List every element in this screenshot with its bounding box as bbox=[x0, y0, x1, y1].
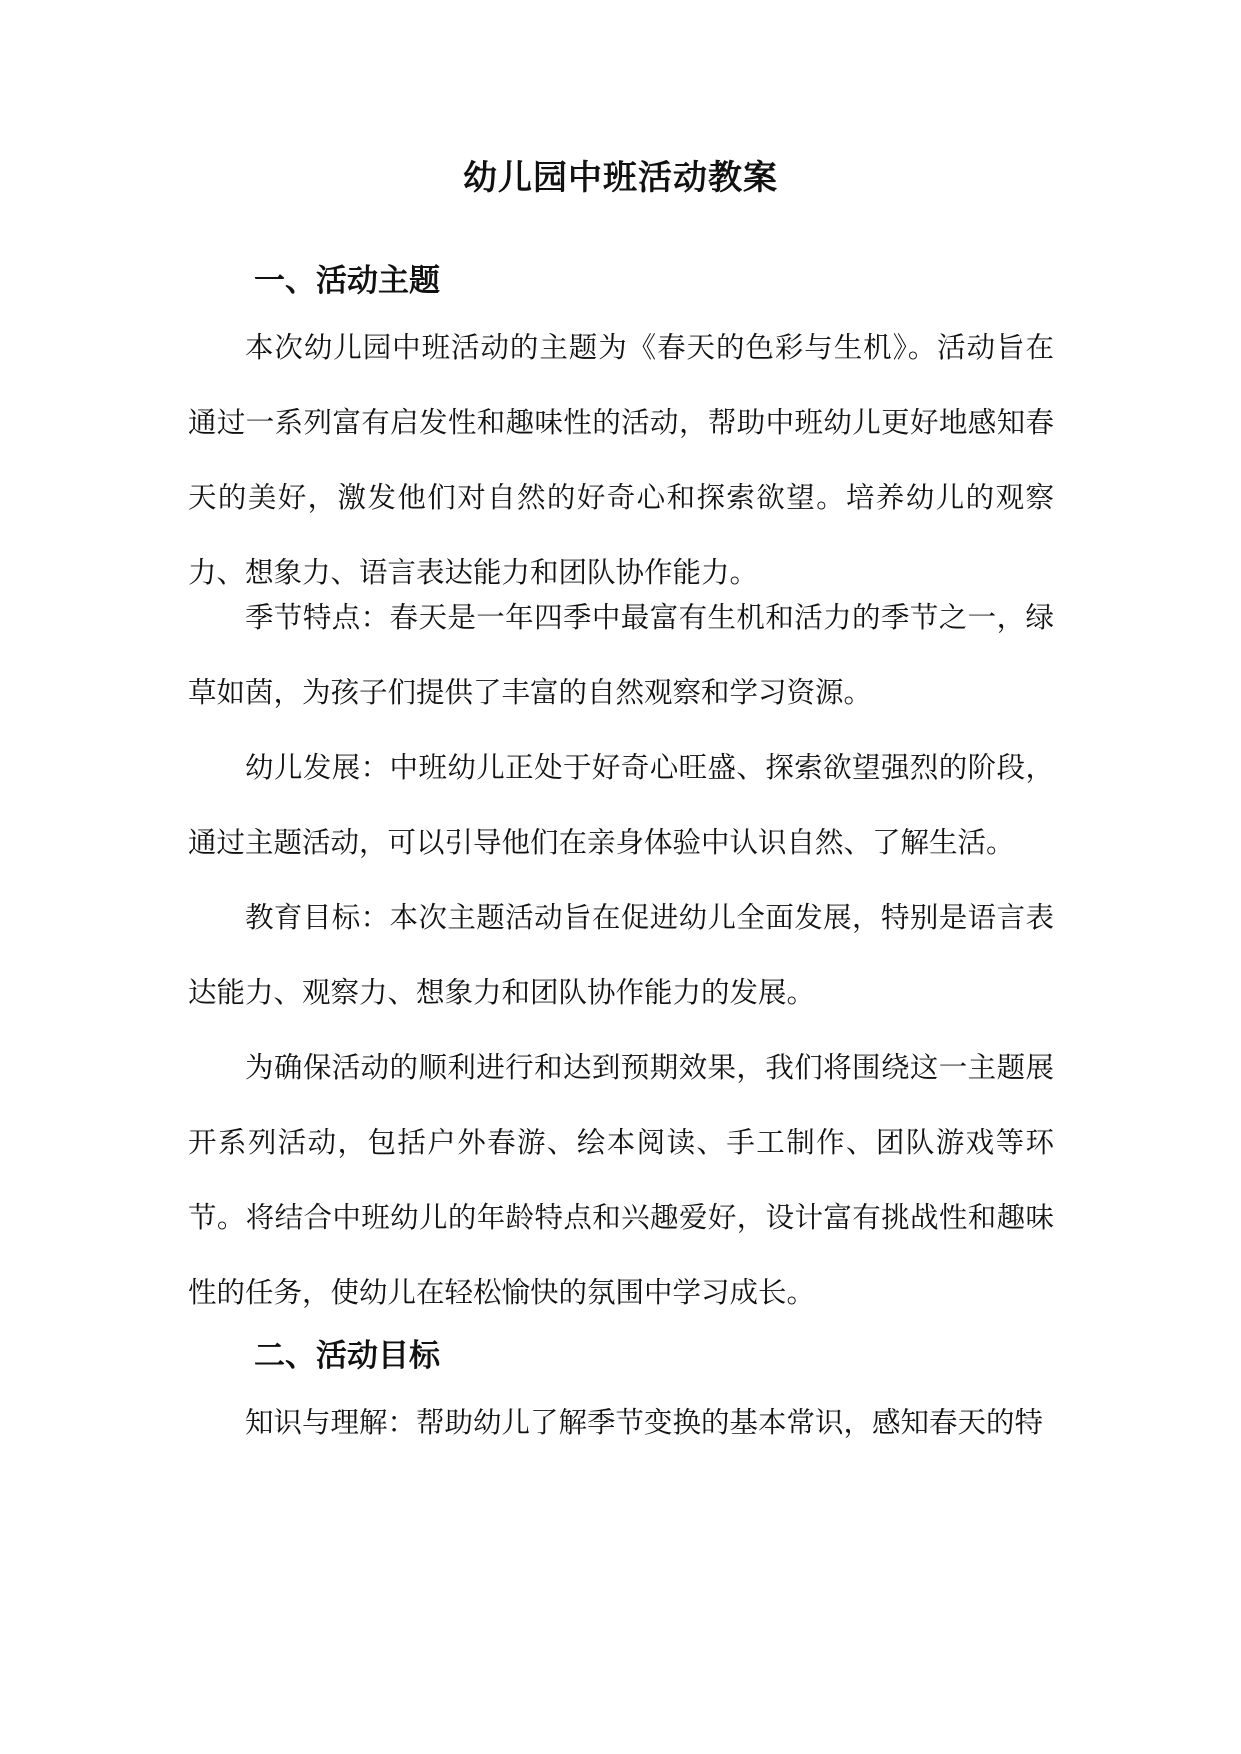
paragraph-child-development: 幼儿发展：中班幼儿正处于好奇心旺盛、探索欲望强烈的阶段，通过主题活动，可以引导他们在亲身体验中认识自然、了解生活。 bbox=[188, 751, 1054, 859]
paragraph-education-goals: 教育目标：本次主题活动旨在促进幼儿全面发展，特别是语言表达能力、观察力、想象力和团队协作能力的发展。 bbox=[188, 901, 1054, 1009]
paragraph-season-features: 季节特点：春天是一年四季中最富有生机和活力的季节之一，绿草如茵，为孩子们提供了丰富的自然观察和学习资源。 bbox=[188, 601, 1054, 709]
paragraph-activity-plan: 为确保活动的顺利进行和达到预期效果，我们将围绕这一主题展开系列活动，包括户外春游、绘本阅读、手工制作、团队游戏等环节。将结合中班幼儿的年龄特点和兴趣爱好，设计富有挑战性和趣味性的任务，使幼儿在轻松愉快的氛围中学习成长。 bbox=[188, 1051, 1054, 1309]
section-heading-activity-theme: 一、活动主题 bbox=[254, 263, 440, 299]
page-title: 幼儿园中班活动教案 bbox=[463, 158, 778, 198]
paragraph-knowledge-understanding: 知识与理解：帮助幼儿了解季节变换的基本常识，感知春天的特 bbox=[245, 1406, 1044, 1439]
section-heading-activity-goals: 二、活动目标 bbox=[254, 1338, 440, 1374]
paragraph-theme-intro: 本次幼儿园中班活动的主题为《春天的色彩与生机》。活动旨在通过一系列富有启发性和趣味性的活动，帮助中班幼儿更好地感知春天的美好，激发他们对自然的好奇心和探索欲望。培养幼儿的观察力、想象力、语言表达能力和团队协作能力。 bbox=[188, 331, 1054, 589]
